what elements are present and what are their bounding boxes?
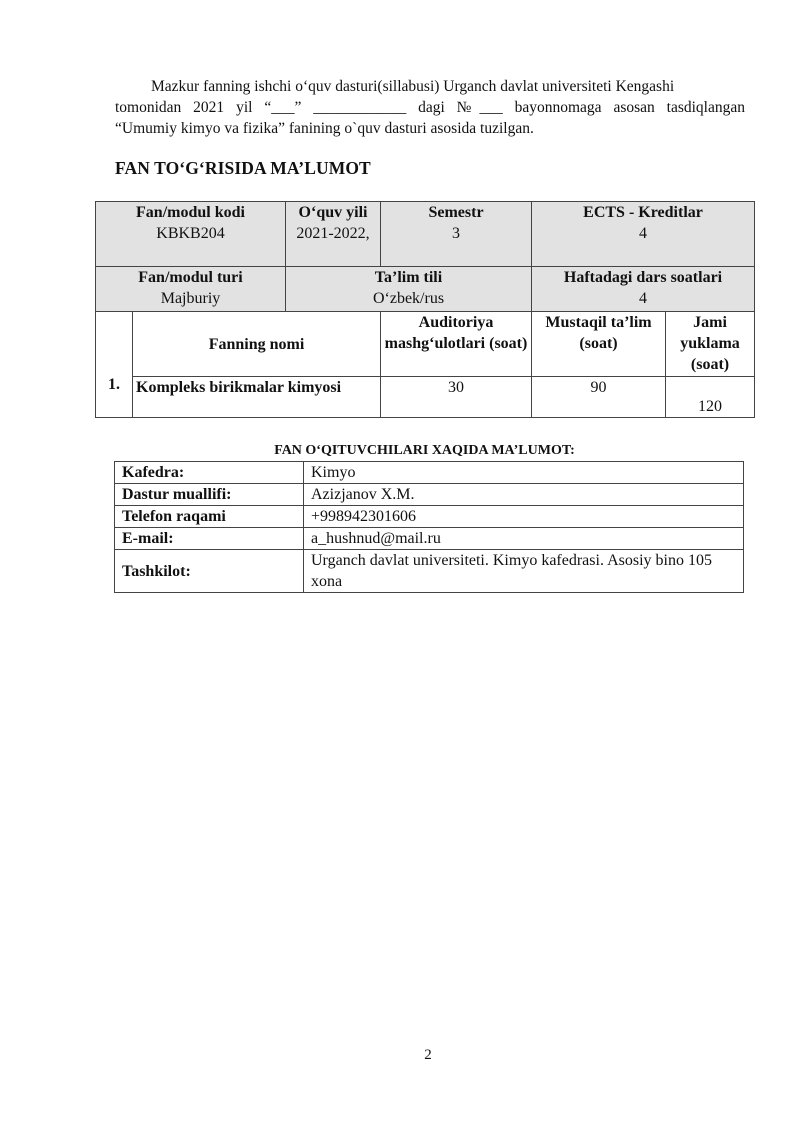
semester-cell (381, 202, 532, 267)
year-cell (286, 202, 381, 267)
code-label: Fan/modul kodi (136, 204, 245, 221)
row-number: 1. (96, 312, 133, 418)
ects-cell (532, 202, 755, 267)
independent-header: Mustaqil ta’lim (soat) (545, 314, 652, 352)
year-value: 2021-2022, (296, 225, 370, 242)
code-cell (96, 202, 286, 267)
type-label: Fan/modul turi (138, 269, 243, 286)
section-heading: FAN TO‘G‘RISIDA MA’LUMOT (115, 158, 371, 178)
author-value: Azizjanov X.M. (304, 484, 744, 506)
code-value: KBKB204 (156, 225, 225, 242)
auditory-hours: 30 (381, 377, 532, 418)
department-value: Kimyo (304, 462, 744, 484)
total-header-cell (666, 312, 755, 377)
ects-value: 4 (639, 225, 647, 242)
teachers-row (115, 506, 744, 528)
phone-value: +998942301606 (304, 506, 744, 528)
intro-paragraph (115, 76, 745, 139)
subject-name: Kompleks birikmalar kimyosi (133, 377, 381, 418)
email-label: E-mail: (115, 528, 304, 550)
auditory-header-cell (381, 312, 532, 377)
language-value: O‘zbek/rus (372, 290, 445, 307)
author-label: Dastur muallifi: (115, 484, 304, 506)
subject-name-header: Fanning nomi (133, 312, 381, 377)
semester-value: 3 (452, 225, 460, 242)
phone-label: Telefon raqami (115, 506, 304, 528)
teachers-row (115, 528, 744, 550)
type-cell (96, 267, 286, 312)
total-hours: 120 (666, 377, 755, 418)
page-number: 2 (424, 1047, 432, 1063)
weekly-hours-value: 4 (639, 290, 647, 307)
weekly-hours-cell (532, 267, 755, 312)
language-label: Ta’lim tili (374, 269, 443, 286)
language-cell (286, 267, 532, 312)
teachers-heading: FAN O‘QITUVCHILARI XAQIDA MA’LUMOT: (274, 443, 575, 458)
intro-line-1: Mazkur fanning ishchi o‘quv dasturi(sillabusi) Urganch davlat universiteti Kengashi (151, 78, 675, 95)
subject-info-table (95, 201, 755, 418)
semester-label: Semestr (428, 204, 484, 221)
teachers-row (115, 484, 744, 506)
total-header: Jami yuklama (soat) (680, 314, 740, 373)
organization-value: Urganch davlat universiteti. Kimyo kafedrasi. Asosiy bino 105 xona (304, 550, 744, 593)
intro-line-2: tomonidan 2021 yil “___” ____________ dagi №___ bayonnomaga asosan tasdiqlangan (115, 99, 745, 116)
email-value: a_hushnud@mail.ru (304, 528, 744, 550)
type-value: Majburiy (160, 290, 221, 307)
teachers-table (114, 461, 744, 593)
independent-header-cell (532, 312, 666, 377)
weekly-hours-label: Haftadagi dars soatlari (563, 269, 723, 286)
teachers-row (115, 462, 744, 484)
intro-line-3: “Umumiy kimyo va fizika” fanining o`quv dasturi asosida tuzilgan. (115, 120, 534, 137)
auditory-header: Auditoriya mashg‘ulotlari (soat) (384, 314, 528, 352)
independent-hours: 90 (532, 377, 666, 418)
ects-label: ECTS - Kreditlar (583, 204, 703, 221)
year-label: O‘quv yili (298, 204, 368, 221)
organization-label: Tashkilot: (115, 550, 304, 593)
teachers-row (115, 550, 744, 593)
department-label: Kafedra: (115, 462, 304, 484)
